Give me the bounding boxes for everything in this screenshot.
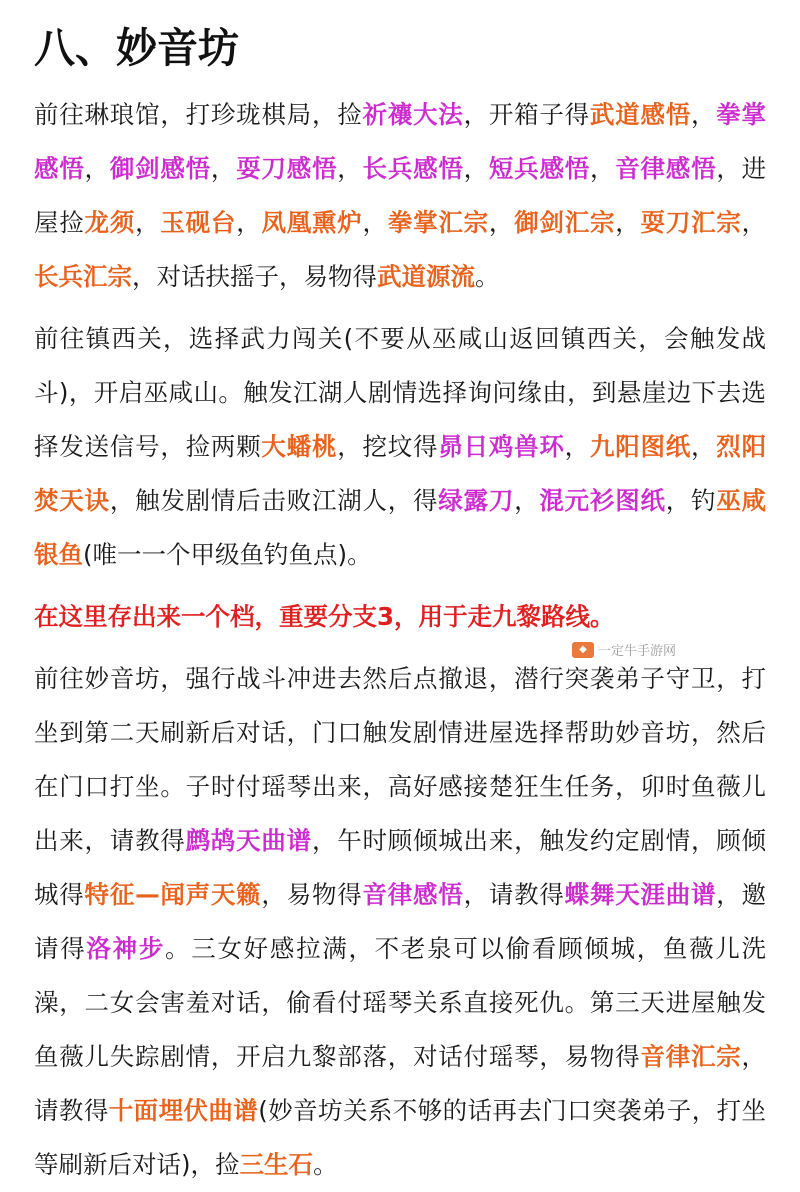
text-segment: ， [236, 208, 262, 237]
text-segment: ， [210, 154, 237, 183]
text-segment: ，对话扶摇子，易物得 [132, 262, 377, 291]
text-segment: ，邀请得 [34, 880, 767, 963]
item-highlight: 音律感悟 [615, 154, 717, 183]
item-highlight: 御剑汇宗 [514, 208, 616, 237]
item-highlight: 在这里存出来一个档，重要分支3，用于走九黎路线。 [34, 602, 615, 631]
text-segment: ， [362, 208, 388, 237]
item-highlight: 十面埋伏曲谱 [108, 1096, 259, 1125]
text-segment: ，请教得 [34, 1042, 767, 1125]
text-segment: ， [463, 154, 489, 183]
text-segment: ，进屋捡 [34, 154, 767, 237]
item-highlight: 三生石 [239, 1150, 314, 1179]
item-highlight: 巫咸银鱼 [34, 486, 767, 569]
text-segment: ， [690, 100, 717, 129]
text-segment: ， [514, 486, 540, 515]
item-highlight: 九阳图纸 [589, 432, 692, 461]
item-highlight: 特征—闻声天籁 [84, 880, 262, 909]
text-segment: ，请教得 [463, 880, 565, 909]
text-segment: ，开箱子得 [463, 100, 590, 129]
item-highlight: 烈阳焚天诀 [34, 432, 767, 515]
item-highlight: 祈禳大法 [362, 100, 464, 129]
text-segment: 。三女好感拉满，不老泉可以偷看顾倾城，鱼薇儿洗澡，二女会害羞对话，偷看付瑶琴关系直接死仇。第三天进屋触发鱼薇儿失踪剧情，开启九黎部落，对话付瑶琴，易物得 [34, 934, 767, 1071]
item-highlight: 玉砚台 [160, 208, 237, 237]
watermark-text: 一定牛手游网 [598, 644, 677, 659]
text-segment: (唯一一个甲级鱼钓鱼点)。 [83, 540, 372, 569]
text-segment: 。 [313, 1150, 338, 1179]
text-segment: ，钓 [665, 486, 717, 515]
item-highlight: 拳掌汇宗 [387, 208, 489, 237]
text-segment: 前往琳琅馆，打珍珑棋局，捡 [34, 100, 363, 129]
item-highlight: 音律汇宗 [640, 1042, 742, 1071]
text-segment: ， [741, 208, 767, 237]
text-segment: ，挖坟得 [337, 432, 439, 461]
item-highlight: 武道源流 [377, 262, 475, 291]
text-segment: ，触发剧情后击败江湖人，得 [109, 486, 439, 515]
paragraph [34, 88, 766, 304]
item-highlight: 音律感悟 [362, 880, 464, 909]
watermark-logo-icon: ◆ [572, 642, 594, 658]
branch-note [34, 590, 766, 644]
text-segment: ， [564, 432, 590, 461]
watermark [572, 640, 676, 659]
item-highlight: 混元衫图纸 [539, 486, 666, 515]
item-highlight: 御剑感悟 [109, 154, 211, 183]
item-highlight: 耍刀汇宗 [640, 208, 742, 237]
text-segment: ， [589, 154, 616, 183]
item-highlight: 大蟠桃 [261, 432, 338, 461]
item-highlight: 长兵感悟 [362, 154, 464, 183]
item-highlight: 长兵汇宗 [34, 262, 132, 291]
text-segment: ， [691, 432, 717, 461]
item-highlight: 短兵感悟 [488, 154, 590, 183]
text-segment: ， [488, 208, 515, 237]
text-segment: ， [135, 208, 161, 237]
item-highlight: 鹧鸪天曲谱 [185, 826, 312, 855]
paragraph [34, 312, 766, 582]
text-segment: ， [615, 208, 641, 237]
item-highlight: 耍刀感悟 [236, 154, 338, 183]
item-highlight: 绿露刀 [438, 486, 515, 515]
text-segment: 前往妙音坊，强行战斗冲进去然后点撤退，潜行突袭弟子守卫，打坐到第二天刷新后对话，门口触发剧情进屋选择帮助妙音坊，然后在门口打坐。子时付瑶琴出来，高好感接楚狂生任务，卯时鱼薇儿出来，请教得 [34, 664, 766, 855]
item-highlight: 武道感悟 [589, 100, 691, 129]
paragraph [34, 652, 766, 1192]
text-segment: ，易物得 [261, 880, 363, 909]
text-segment: ， [84, 154, 110, 183]
text-segment: 。 [475, 262, 500, 291]
item-highlight: 洛神步 [86, 934, 166, 963]
text-segment: ，午时顾倾城出来，触发约定剧情，顾倾城得 [34, 826, 767, 909]
text-segment: 前往镇西关，选择武力闯关(不要从巫咸山返回镇西关，会触发战斗)，开启巫咸山。触发江湖人剧情选择询问缘由，到悬崖边下去选择发送信号，捡两颗 [34, 324, 766, 461]
text-segment: (妙音坊关系不够的话再去门口突袭弟子，打坐等刷新后对话)，捡 [34, 1096, 767, 1179]
page-title: 八、妙音坊 [34, 24, 239, 72]
text-segment: ， [337, 154, 363, 183]
item-highlight: 拳掌感悟 [34, 100, 767, 183]
item-highlight: 蝶舞天涯曲谱 [564, 880, 717, 909]
item-highlight: 龙须 [84, 208, 136, 237]
item-highlight: 昴日鸡兽环 [438, 432, 565, 461]
item-highlight: 凤凰熏炉 [261, 208, 363, 237]
